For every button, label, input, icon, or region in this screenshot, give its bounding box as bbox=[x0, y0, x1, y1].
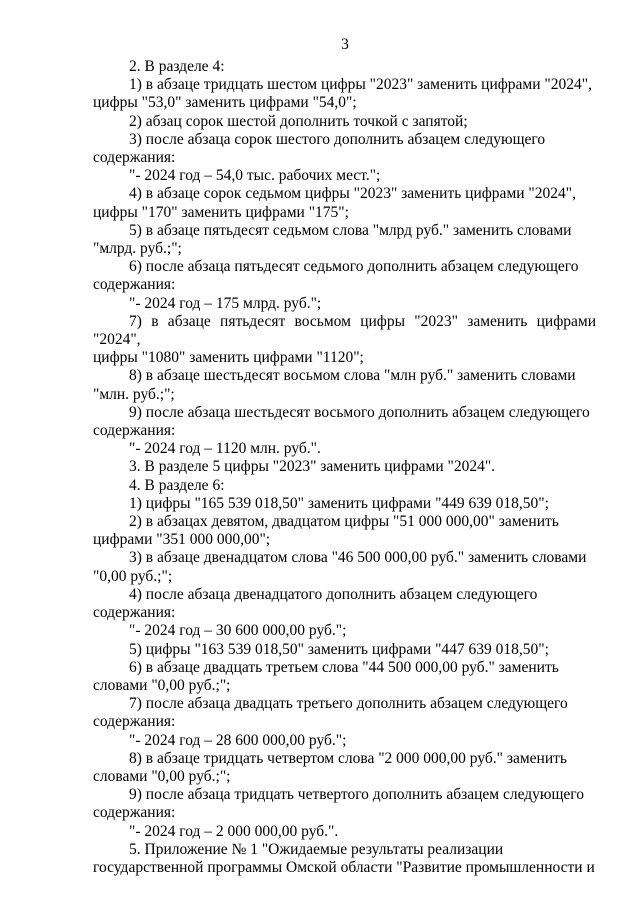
paragraph-item: 3) в абзаце двенадцатом слова "46 500 000,00 руб." заменить словами "0,00 руб.;"; bbox=[93, 549, 587, 585]
paragraph-quote: "- 2024 год – 1120 млн. руб.". bbox=[129, 440, 321, 458]
paragraph-quote: "- 2024 год – 30 600 000,00 руб."; bbox=[129, 622, 347, 640]
paragraph-item: 2) абзац сорок шестой дополнить точкой с запятой; bbox=[129, 112, 468, 130]
paragraph-item: 9) после абзаца шестьдесят восьмого дополнить абзацем следующего содержания: bbox=[93, 403, 590, 440]
paragraph-section-5-appendix: 5. Приложение № 1 "Ожидаемые результаты реализации государственной программы Омской области "Развитие промышленности и bbox=[93, 840, 595, 876]
paragraph-item: 4) в абзаце сорок седьмом цифры "2023" заменить цифрами "2024", цифры "170" заменить цифрами "175"; bbox=[93, 185, 576, 221]
paragraph-section-4-heading: 2. В разделе 4: bbox=[129, 58, 225, 75]
paragraph-item: 9) после абзаца тридцать четвертого дополнить абзацем следующего содержания: bbox=[93, 786, 584, 822]
paragraph-item: 4) после абзаца двенадцатого дополнить абзацем следующего содержания: bbox=[93, 585, 538, 622]
paragraph-item: 2) в абзацах девятом, двадцатом цифры "51 000 000,00" заменить цифрами "351 000 000,00"; bbox=[93, 513, 559, 549]
paragraph-quote: "- 2024 год – 175 млрд. руб."; bbox=[129, 294, 322, 312]
paragraph-item: 6) в абзаце двадцать третьем слова "44 500 000,00 руб." заменить словами "0,00 руб.;"; bbox=[93, 658, 559, 694]
paragraph-item: 5) в абзаце пятьдесят седьмом слова "млрд руб." заменить словами "млрд. руб.;"; bbox=[93, 221, 572, 258]
paragraph-quote: "- 2024 год – 54,0 тыс. рабочих мест."; bbox=[129, 167, 381, 185]
paragraph-item: 8) в абзаце тридцать четвертом слова "2 000 000,00 руб." заменить словами "0,00 руб.;"; bbox=[93, 749, 567, 785]
paragraph-quote: "- 2024 год – 2 000 000,00 руб.". bbox=[129, 822, 339, 840]
paragraph-quote: "- 2024 год – 28 600 000,00 руб."; bbox=[129, 731, 347, 749]
paragraph-item: 3) после абзаца сорок шестого дополнить абзацем следующего содержания: bbox=[93, 130, 546, 167]
paragraph-section-5: 3. В разделе 5 цифры "2023" заменить цифрами "2024". bbox=[129, 458, 496, 476]
page-number: 3 bbox=[341, 36, 349, 53]
paragraph-item: 6) после абзаца пятьдесят седьмого дополнить абзацем следующего содержания: bbox=[93, 258, 579, 294]
paragraph-item: 8) в абзаце шестьдесят восьмом слова "млн руб." заменить словами "млн. руб.;"; bbox=[93, 367, 576, 403]
paragraph-item: 7) в абзаце пятьдесят восьмом цифры "2023" заменить цифрами "2024", цифры "1080" заменить цифрами "1120"; bbox=[93, 312, 596, 367]
paragraph-item: 7) после абзаца двадцать третьего дополнить абзацем следующего содержания: bbox=[93, 695, 568, 731]
paragraph-item: 1) цифры "165 539 018,50" заменить цифрами "449 639 018,50"; bbox=[129, 494, 549, 512]
document-body bbox=[93, 58, 596, 877]
paragraph-item: 1) в абзаце тридцать шестом цифры "2023" заменить цифрами "2024", цифры "53,0" заменить цифрами "54,0"; bbox=[93, 76, 592, 112]
paragraph-item: 5) цифры "163 539 018,50" заменить цифрами "447 639 018,50"; bbox=[129, 640, 549, 658]
paragraph-section-6-heading: 4. В разделе 6: bbox=[129, 476, 225, 494]
